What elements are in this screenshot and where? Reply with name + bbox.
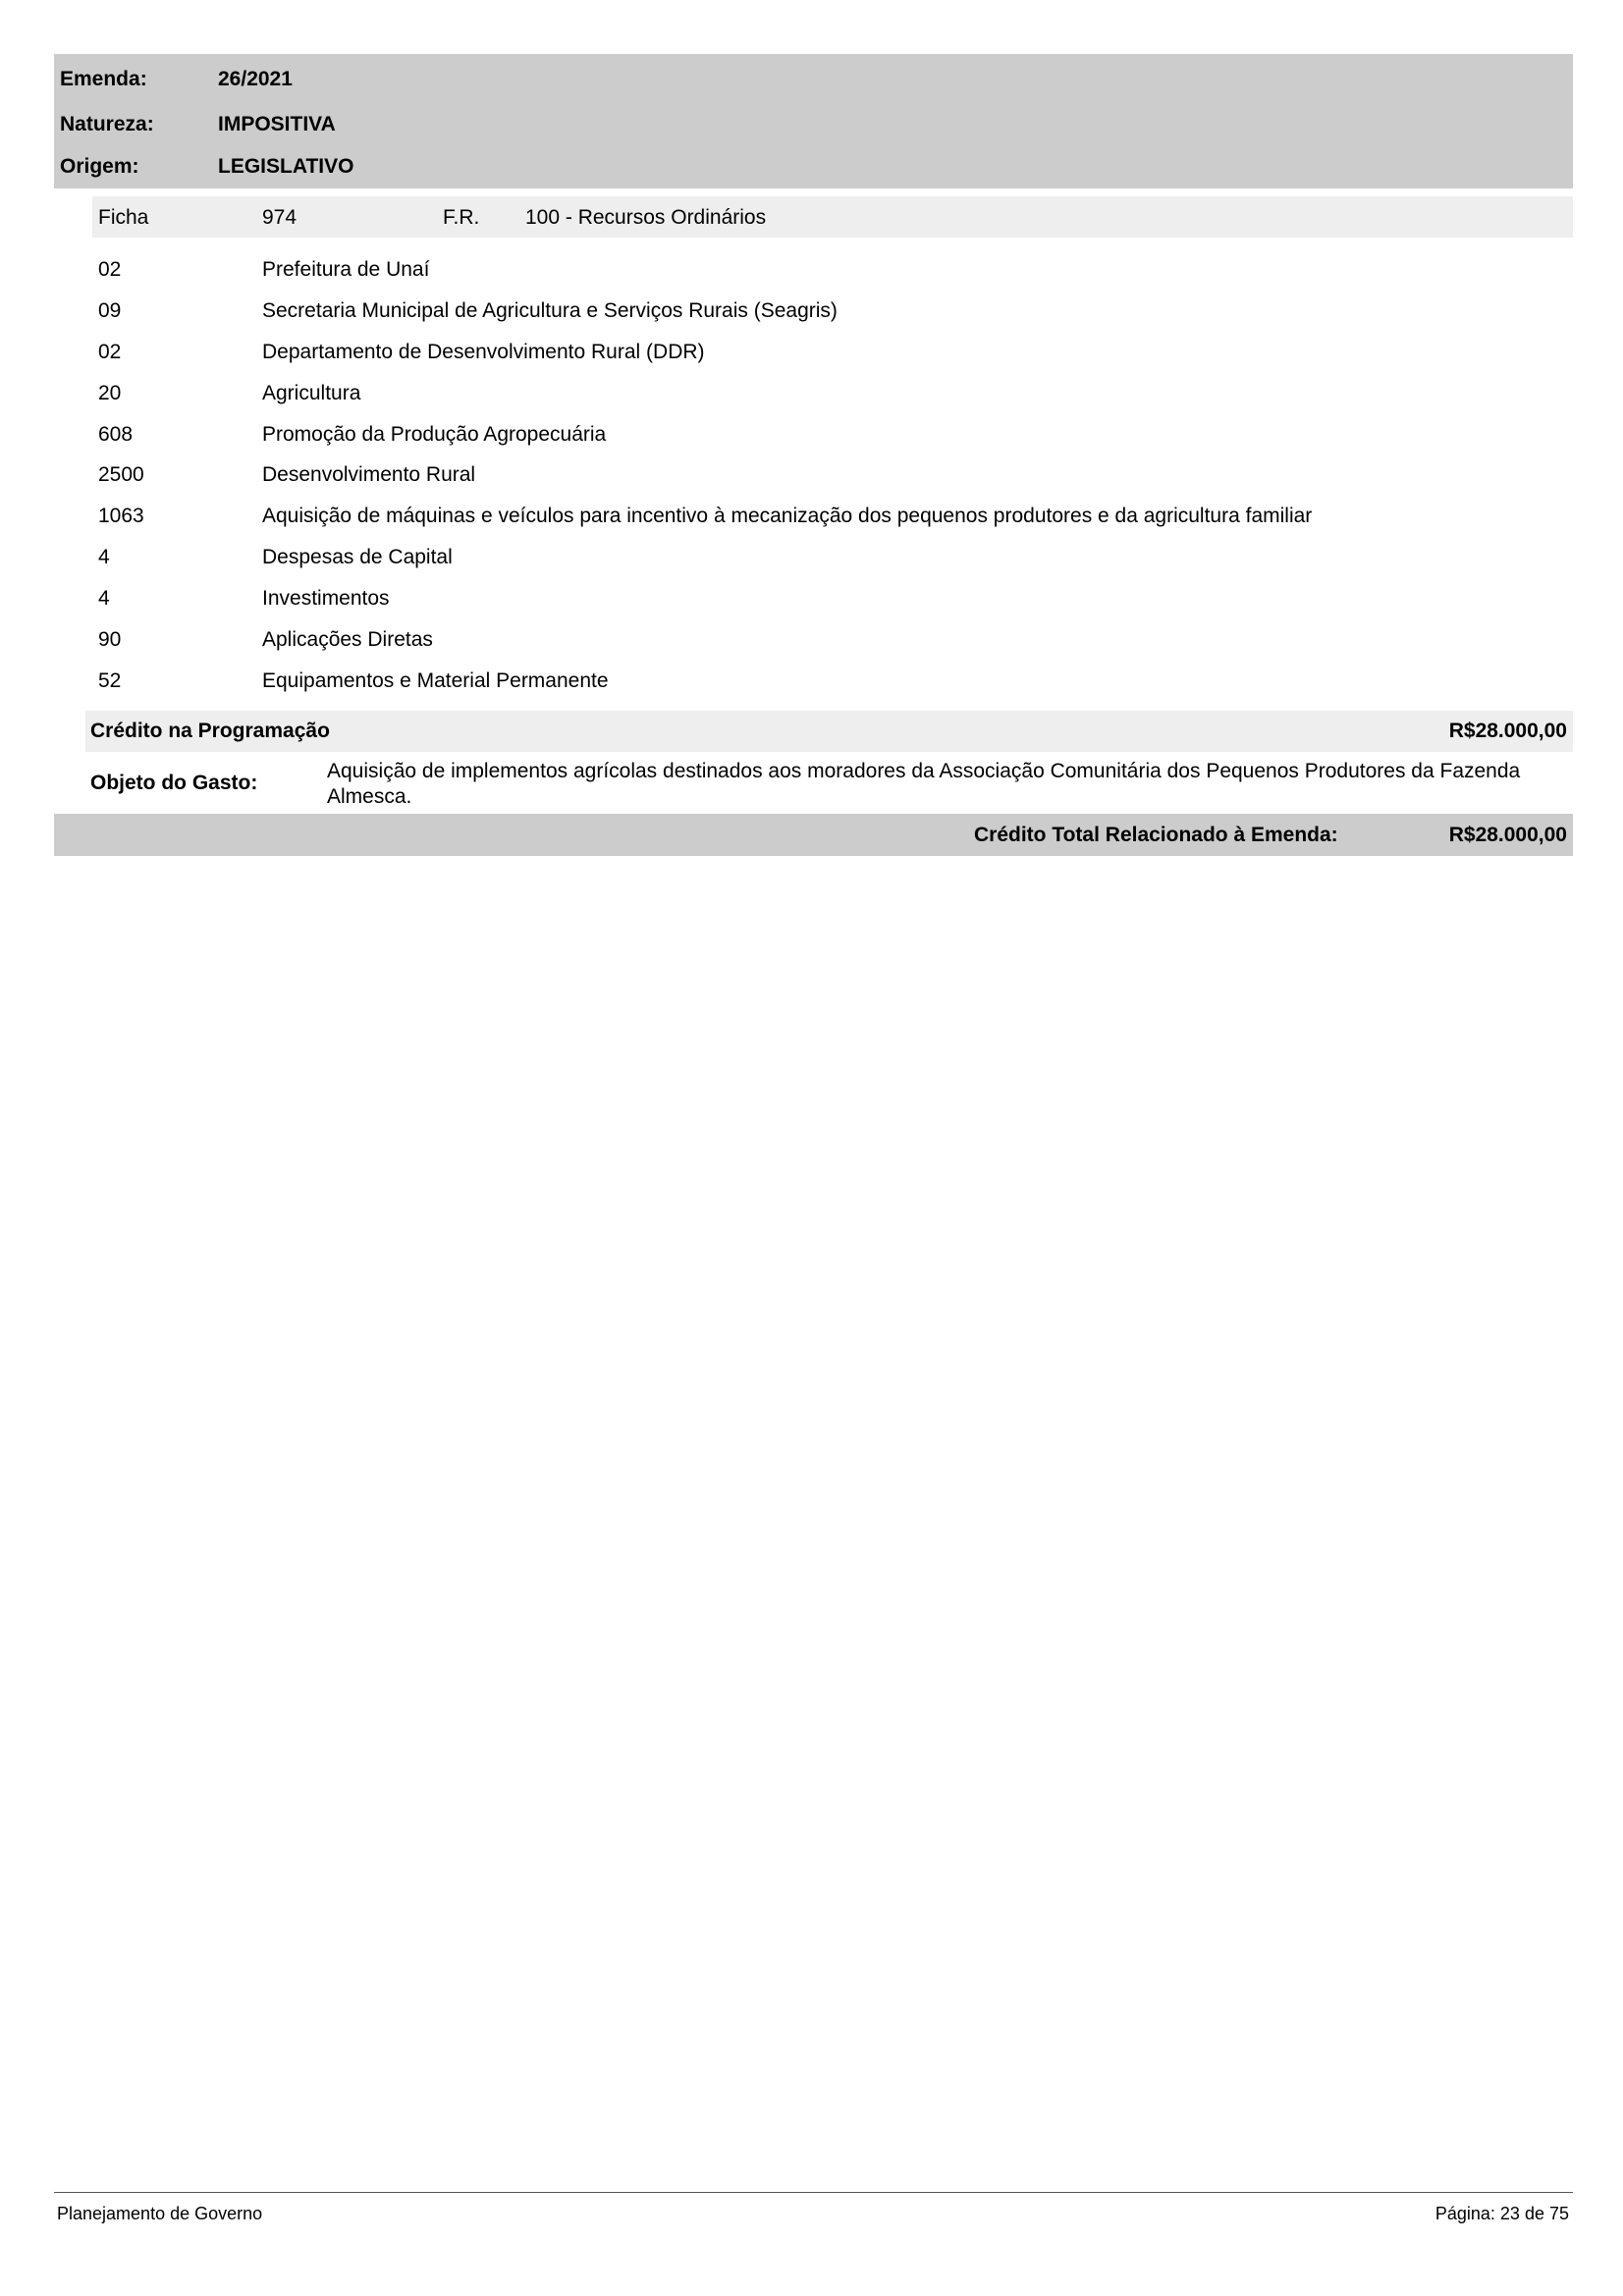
credito-total-bar: [54, 814, 1573, 856]
emenda-label: Emenda:: [60, 68, 147, 90]
item-description: Despesas de Capital: [262, 546, 453, 569]
natureza-label: Natureza:: [60, 113, 154, 135]
item-code: 4: [98, 546, 110, 569]
item-code: 2500: [98, 463, 144, 487]
list-item: [98, 296, 1551, 338]
emenda-value: 26/2021: [218, 68, 293, 90]
emenda-header: [54, 54, 1573, 188]
item-description: Promoção da Produção Agropecuária: [262, 422, 607, 446]
list-item: [98, 543, 1551, 584]
ficha-number: 974: [262, 206, 298, 229]
item-description: Departamento de Desenvolvimento Rural (DDR): [262, 340, 705, 363]
fr-value: 100 - Recursos Ordinários: [525, 206, 767, 229]
credito-value: R$28.000,00: [1448, 720, 1567, 742]
item-code: 52: [98, 668, 122, 692]
item-description: Secretaria Municipal de Agricultura e Serviços Rurais (Seagris): [262, 298, 838, 322]
item-description: Agricultura: [262, 381, 361, 404]
origem-value: LEGISLATIVO: [218, 155, 354, 178]
item-code: 02: [98, 340, 122, 363]
footer-org: Planejamento de Governo: [57, 2204, 263, 2223]
item-code: 02: [98, 258, 122, 281]
ficha-label: Ficha: [98, 206, 149, 229]
footer-divider: [54, 2192, 1573, 2193]
item-description: Aplicações Diretas: [262, 628, 433, 652]
item-code: 608: [98, 422, 134, 446]
credito-programacao-bar: [85, 711, 1573, 752]
objeto-text: Aquisição de implementos agrícolas destinados aos moradores da Associação Comunitária dos Pequenos Produtores da Fazenda Almesca.: [327, 760, 1521, 808]
list-item: [98, 460, 1551, 502]
ficha-bar: [92, 196, 1573, 238]
credito-label: Crédito na Programação: [90, 720, 330, 742]
total-label: Crédito Total Relacionado à Emenda:: [974, 824, 1338, 846]
item-description: Prefeitura de Unaí: [262, 258, 430, 281]
list-item: [98, 502, 1551, 543]
item-description: Desenvolvimento Rural: [262, 463, 476, 487]
list-item: [98, 379, 1551, 420]
item-code: 09: [98, 298, 122, 322]
item-code: 4: [98, 587, 110, 611]
list-item: [98, 584, 1551, 625]
natureza-value: IMPOSITIVA: [218, 113, 336, 135]
list-item: [98, 255, 1551, 296]
item-code: 20: [98, 381, 122, 404]
list-item: [98, 667, 1551, 708]
objeto-gasto-section: [85, 752, 1573, 813]
list-item: [98, 625, 1551, 667]
item-code: 90: [98, 628, 122, 652]
list-item: [98, 338, 1551, 379]
item-description: Equipamentos e Material Permanente: [262, 668, 609, 692]
list-item: [98, 420, 1551, 461]
total-value: R$28.000,00: [1448, 824, 1567, 846]
page-number: Página: 23 de 75: [1434, 2204, 1569, 2223]
item-code: 1063: [98, 505, 144, 528]
objeto-label: Objeto do Gasto:: [90, 772, 258, 794]
classification-list: [98, 255, 1551, 708]
item-description: Investimentos: [262, 587, 390, 611]
fr-label: F.R.: [443, 206, 480, 229]
origem-label: Origem:: [60, 155, 139, 178]
item-description: Aquisição de máquinas e veículos para incentivo à mecanização dos pequenos produtores e da agricultura familiar: [262, 505, 1313, 528]
